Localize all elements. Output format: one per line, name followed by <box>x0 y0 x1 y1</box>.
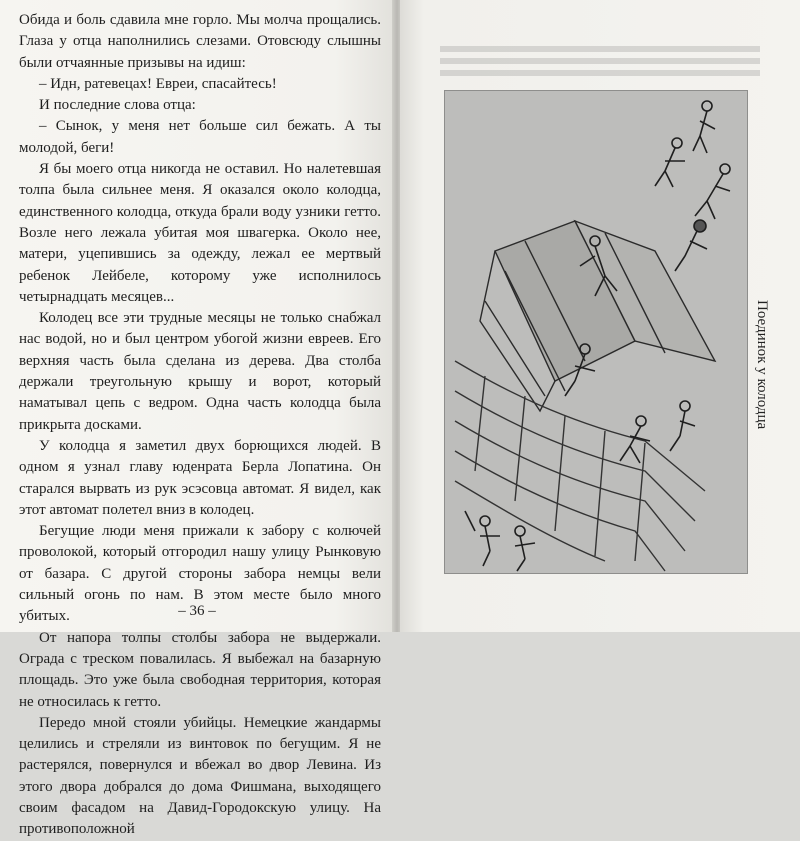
paragraph: Передо мной стояли убийцы. Немецкие жандармы целились и стреляли из винтовок по бегущим. Я не растерялся, повернулся и вбежал во двор Левина. Из этого двора добрался до дома Фишмана, выходящего своим фасадом на Давид-Городокскую улицу. На противоположной <box>19 714 381 838</box>
well-fight-illustration <box>444 90 748 574</box>
page-number: – 36 – <box>178 603 216 619</box>
paragraph: – Сынок, у меня нет больше сил бежать. А ты молодой, беги! <box>19 118 381 156</box>
right-page <box>400 0 800 632</box>
paragraph: От напора толпы столбы забора не выдержали. Ограда с треском повалилась. Я выбежал на базарную площадь. Это уже была свободная территория, которая не относилась к гетто. <box>19 629 381 710</box>
paragraph: Колодец все эти трудные месяцы не только снабжал нас водой, но и был центром убогой жизни евреев. Его верхняя часть была сделана из дерева. Два столба держали треугольную крышу и ворот, который наматывал цепь с ведром. Одна часть колодца была прикрыта досками. <box>19 310 381 433</box>
paragraph: У колодца я заметил двух борющихся людей. В одном я узнал главу юденрата Берла Лопатина. Он старался вырвать из рук эсэсовца автомат. Я видел, как этот автомат полетел вниз в колодец. <box>19 437 381 518</box>
running-title <box>752 80 772 560</box>
left-page-text <box>19 10 381 841</box>
paragraph: Обида и боль сдавила мне горло. Мы молча прощались. Глаза у отца наполнились слезами. Отовсюду слышны были отчаянные призывы на идиш: <box>19 12 381 71</box>
paragraph: – Идн, ратевецах! Евреи, спасайтесь! <box>39 75 277 92</box>
left-page <box>0 0 394 838</box>
paragraph: Бегущие люди меня прижали к забору с колючей проволокой, который отгородил нашу улицу Рынковую от базара. С другой стороны забора немцы вели сильный огонь по нам. В этом месте было много убитых. <box>19 523 381 625</box>
sketch-drawing <box>445 91 747 573</box>
paragraph: И последние слова отца: <box>39 97 196 114</box>
paragraph: Я бы моего отца никогда не оставил. Но налетевшая толпа была сильнее меня. Я оказался около колодца, единственного колодца, откуда брали воду узники гетто. Возле него лежала убитая моя швагерка. Около нее, матери, уцепившись за одежду, лежал ее мертвый ребенок Лейбеле, которому уже исполнилось четырнадцать месяцев... <box>19 161 381 305</box>
show-through-text <box>440 40 760 84</box>
running-title-text: Поединок у колодца <box>754 300 770 430</box>
